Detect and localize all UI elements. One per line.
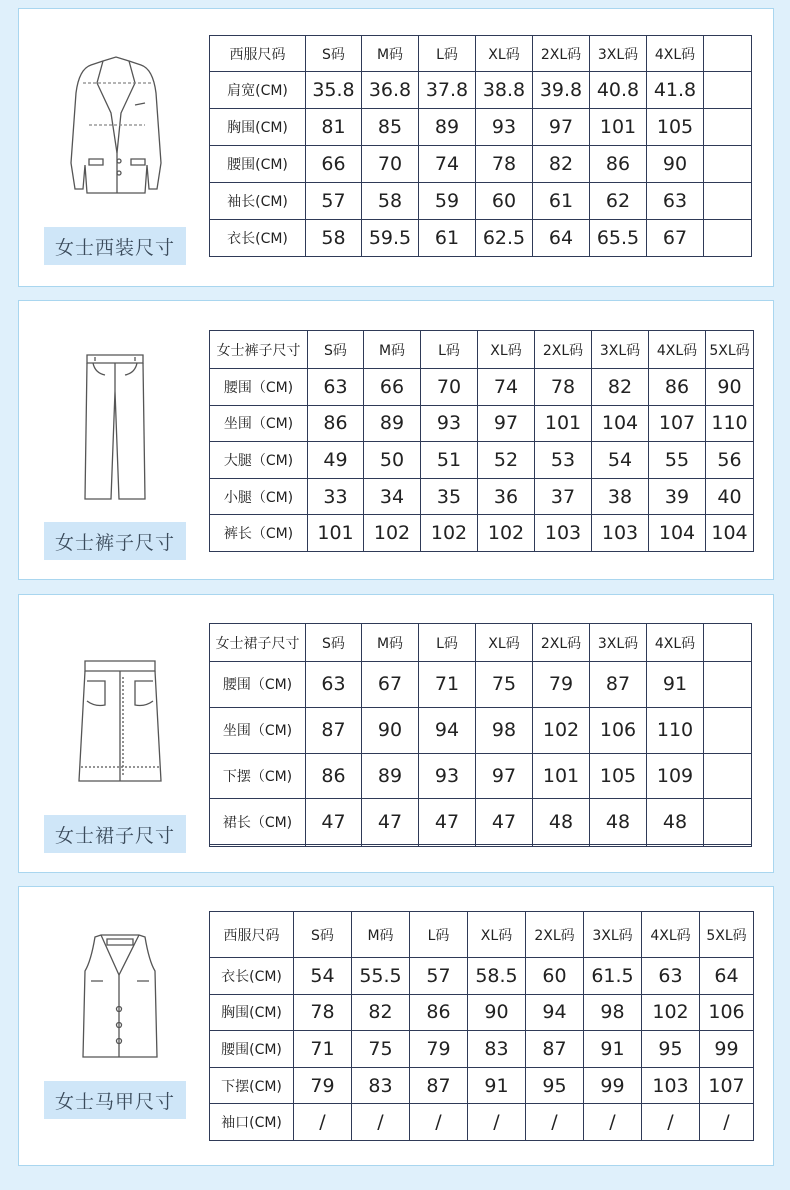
value-cell: 90 xyxy=(362,707,419,753)
value-cell: 86 xyxy=(649,369,706,406)
value-cell: / xyxy=(526,1104,584,1141)
table-row xyxy=(210,845,752,847)
suit-caption: 女士西装尺寸 xyxy=(44,227,186,265)
value-cell: 87 xyxy=(590,662,647,708)
skirt-size-table xyxy=(209,623,752,847)
value-cell: 95 xyxy=(642,1031,700,1068)
value-cell: 89 xyxy=(419,109,476,146)
value-cell: 82 xyxy=(533,146,590,183)
value-cell: 51 xyxy=(421,442,478,479)
value-cell: 54 xyxy=(592,442,649,479)
value-cell: 48 xyxy=(590,799,647,845)
value-cell: 75 xyxy=(352,1031,410,1068)
value-cell: 94 xyxy=(419,707,476,753)
value-cell xyxy=(704,662,752,708)
pants-section xyxy=(18,300,774,580)
value-cell: 79 xyxy=(533,662,590,708)
value-cell: 70 xyxy=(421,369,478,406)
header-cell: XL码 xyxy=(478,331,535,369)
value-cell: 104 xyxy=(649,515,706,552)
value-cell: / xyxy=(468,1104,526,1141)
value-cell: 60 xyxy=(526,958,584,995)
value-cell: 63 xyxy=(647,183,704,220)
value-cell: 89 xyxy=(364,405,421,442)
row-label: 肩宽(CM) xyxy=(210,72,306,109)
value-cell: 102 xyxy=(421,515,478,552)
header-cell: S码 xyxy=(308,331,364,369)
table-row xyxy=(210,1031,754,1068)
value-cell: 90 xyxy=(468,994,526,1031)
value-cell: 41.8 xyxy=(647,72,704,109)
row-label: 裙长（CM) xyxy=(210,799,306,845)
value-cell: 67 xyxy=(647,220,704,257)
value-cell: 56 xyxy=(706,442,754,479)
header-cell: 5XL码 xyxy=(706,331,754,369)
row-label: 衣长(CM) xyxy=(210,958,294,995)
value-cell: 62.5 xyxy=(476,220,533,257)
value-cell xyxy=(476,845,533,847)
value-cell: 91 xyxy=(647,662,704,708)
pants-illustration xyxy=(81,351,151,503)
value-cell xyxy=(362,845,419,847)
value-cell: 87 xyxy=(306,707,362,753)
value-cell: 81 xyxy=(306,109,362,146)
value-cell: 36.8 xyxy=(362,72,419,109)
vest-size-table xyxy=(209,911,754,1141)
value-cell: 55 xyxy=(649,442,706,479)
value-cell: 98 xyxy=(584,994,642,1031)
value-cell: / xyxy=(584,1104,642,1141)
table-row xyxy=(210,442,754,479)
table-row xyxy=(210,958,754,995)
header-cell: 西服尺码 xyxy=(210,36,306,72)
value-cell: 38 xyxy=(592,478,649,515)
value-cell: 48 xyxy=(647,799,704,845)
table-row xyxy=(210,662,752,708)
value-cell: 55.5 xyxy=(352,958,410,995)
table-header-row xyxy=(210,912,754,958)
header-cell: 2XL码 xyxy=(526,912,584,958)
table-row xyxy=(210,515,754,552)
value-cell: 91 xyxy=(468,1067,526,1104)
value-cell: 59 xyxy=(419,183,476,220)
value-cell: 97 xyxy=(533,109,590,146)
value-cell: 103 xyxy=(642,1067,700,1104)
value-cell: 61 xyxy=(533,183,590,220)
value-cell: / xyxy=(410,1104,468,1141)
value-cell: 62 xyxy=(590,183,647,220)
header-cell: XL码 xyxy=(468,912,526,958)
table-row xyxy=(210,220,752,257)
value-cell: 101 xyxy=(308,515,364,552)
value-cell: 89 xyxy=(362,753,419,799)
header-cell: 3XL码 xyxy=(592,331,649,369)
suit-size-table xyxy=(209,35,752,257)
header-cell: S码 xyxy=(306,36,362,72)
value-cell: 35 xyxy=(421,478,478,515)
value-cell: 83 xyxy=(352,1067,410,1104)
value-cell: 38.8 xyxy=(476,72,533,109)
value-cell: 34 xyxy=(364,478,421,515)
row-label: 腰围（CM) xyxy=(210,662,306,708)
value-cell: 109 xyxy=(647,753,704,799)
value-cell: 82 xyxy=(352,994,410,1031)
value-cell: 86 xyxy=(308,405,364,442)
value-cell xyxy=(704,220,752,257)
value-cell: 85 xyxy=(362,109,419,146)
value-cell: / xyxy=(294,1104,352,1141)
value-cell: 97 xyxy=(478,405,535,442)
table-row xyxy=(210,1104,754,1141)
value-cell: 60 xyxy=(476,183,533,220)
row-label: 腰围(CM) xyxy=(210,1031,294,1068)
table-row xyxy=(210,109,752,146)
value-cell: 101 xyxy=(535,405,592,442)
table-row xyxy=(210,1067,754,1104)
value-cell xyxy=(647,845,704,847)
row-label: 腰围（CM) xyxy=(210,369,308,406)
value-cell: 54 xyxy=(294,958,352,995)
value-cell: 75 xyxy=(476,662,533,708)
vest-caption: 女士马甲尺寸 xyxy=(44,1081,186,1119)
table-header-row xyxy=(210,331,754,369)
header-cell: 2XL码 xyxy=(533,36,590,72)
value-cell xyxy=(704,146,752,183)
value-cell: 39.8 xyxy=(533,72,590,109)
value-cell: 52 xyxy=(478,442,535,479)
value-cell: 59.5 xyxy=(362,220,419,257)
table-row xyxy=(210,753,752,799)
value-cell: 63 xyxy=(308,369,364,406)
table-header-row xyxy=(210,624,752,662)
value-cell xyxy=(533,845,590,847)
header-cell: 4XL码 xyxy=(649,331,706,369)
header-cell: L码 xyxy=(419,624,476,662)
value-cell: 74 xyxy=(478,369,535,406)
skirt-caption: 女士裙子尺寸 xyxy=(44,815,186,853)
value-cell: 86 xyxy=(410,994,468,1031)
value-cell: 79 xyxy=(294,1067,352,1104)
value-cell: 102 xyxy=(478,515,535,552)
header-cell: L码 xyxy=(410,912,468,958)
value-cell: 70 xyxy=(362,146,419,183)
value-cell xyxy=(704,72,752,109)
value-cell: 103 xyxy=(592,515,649,552)
value-cell: 36 xyxy=(478,478,535,515)
value-cell xyxy=(704,845,752,847)
value-cell: 40.8 xyxy=(590,72,647,109)
row-label: 坐围（CM) xyxy=(210,707,306,753)
value-cell: 101 xyxy=(590,109,647,146)
row-label: 裤长（CM) xyxy=(210,515,308,552)
value-cell: / xyxy=(700,1104,754,1141)
value-cell: 102 xyxy=(642,994,700,1031)
value-cell: 33 xyxy=(308,478,364,515)
value-cell: 101 xyxy=(533,753,590,799)
header-cell: M码 xyxy=(362,36,419,72)
value-cell xyxy=(306,845,362,847)
value-cell: 78 xyxy=(535,369,592,406)
value-cell: 64 xyxy=(533,220,590,257)
header-cell: 西服尺码 xyxy=(210,912,294,958)
table-row xyxy=(210,72,752,109)
value-cell xyxy=(704,799,752,845)
value-cell: 102 xyxy=(533,707,590,753)
value-cell: 93 xyxy=(476,109,533,146)
header-cell: XL码 xyxy=(476,36,533,72)
value-cell xyxy=(704,183,752,220)
pants-caption: 女士裤子尺寸 xyxy=(44,522,186,560)
header-cell: 4XL码 xyxy=(642,912,700,958)
value-cell: 90 xyxy=(647,146,704,183)
value-cell: 86 xyxy=(306,753,362,799)
table-row xyxy=(210,183,752,220)
header-cell: 2XL码 xyxy=(533,624,590,662)
header-cell: M码 xyxy=(362,624,419,662)
pants-size-table xyxy=(209,330,754,552)
value-cell: 58 xyxy=(306,220,362,257)
value-cell: 61 xyxy=(419,220,476,257)
value-cell: 63 xyxy=(306,662,362,708)
header-cell: M码 xyxy=(364,331,421,369)
suit-section xyxy=(18,8,774,287)
value-cell: 66 xyxy=(306,146,362,183)
value-cell: 110 xyxy=(706,405,754,442)
row-label: 小腿（CM) xyxy=(210,478,308,515)
table-row xyxy=(210,405,754,442)
row-label: 下摆(CM) xyxy=(210,1067,294,1104)
header-cell: 3XL码 xyxy=(590,624,647,662)
table-row xyxy=(210,994,754,1031)
value-cell: / xyxy=(352,1104,410,1141)
value-cell: 105 xyxy=(590,753,647,799)
header-cell: 3XL码 xyxy=(590,36,647,72)
value-cell xyxy=(704,753,752,799)
row-label: 胸围(CM) xyxy=(210,994,294,1031)
row-label: 下摆（CM) xyxy=(210,753,306,799)
value-cell: 91 xyxy=(584,1031,642,1068)
value-cell: 47 xyxy=(362,799,419,845)
value-cell: 47 xyxy=(476,799,533,845)
value-cell: 110 xyxy=(647,707,704,753)
row-label: 胸围(CM) xyxy=(210,109,306,146)
value-cell: 94 xyxy=(526,994,584,1031)
value-cell: 49 xyxy=(308,442,364,479)
value-cell: 107 xyxy=(649,405,706,442)
header-cell: 2XL码 xyxy=(535,331,592,369)
value-cell: 106 xyxy=(590,707,647,753)
table-header-row xyxy=(210,36,752,72)
header-cell: L码 xyxy=(421,331,478,369)
value-cell xyxy=(590,845,647,847)
value-cell: 82 xyxy=(592,369,649,406)
skirt-illustration xyxy=(75,657,165,787)
value-cell: 63 xyxy=(642,958,700,995)
value-cell: 104 xyxy=(592,405,649,442)
value-cell: 57 xyxy=(306,183,362,220)
value-cell: 74 xyxy=(419,146,476,183)
value-cell xyxy=(419,845,476,847)
value-cell: 97 xyxy=(476,753,533,799)
row-label: 袖口(CM) xyxy=(210,1104,294,1141)
value-cell: 99 xyxy=(584,1067,642,1104)
header-cell: 5XL码 xyxy=(700,912,754,958)
vest-illustration xyxy=(79,931,161,1063)
value-cell: / xyxy=(642,1104,700,1141)
value-cell: 71 xyxy=(419,662,476,708)
value-cell: 47 xyxy=(306,799,362,845)
row-label: 坐围（CM) xyxy=(210,405,308,442)
value-cell: 67 xyxy=(362,662,419,708)
value-cell: 93 xyxy=(419,753,476,799)
row-label: 衣长(CM) xyxy=(210,220,306,257)
value-cell: 87 xyxy=(410,1067,468,1104)
value-cell: 64 xyxy=(700,958,754,995)
header-cell: M码 xyxy=(352,912,410,958)
header-cell: L码 xyxy=(419,36,476,72)
value-cell: 37.8 xyxy=(419,72,476,109)
value-cell: 78 xyxy=(476,146,533,183)
header-cell: S码 xyxy=(306,624,362,662)
row-label: 大腿（CM) xyxy=(210,442,308,479)
value-cell: 40 xyxy=(706,478,754,515)
value-cell: 79 xyxy=(410,1031,468,1068)
value-cell: 106 xyxy=(700,994,754,1031)
value-cell: 65.5 xyxy=(590,220,647,257)
value-cell: 37 xyxy=(535,478,592,515)
value-cell: 107 xyxy=(700,1067,754,1104)
value-cell: 90 xyxy=(706,369,754,406)
suit-jacket-illustration xyxy=(61,53,171,203)
value-cell: 61.5 xyxy=(584,958,642,995)
value-cell: 99 xyxy=(700,1031,754,1068)
value-cell: 53 xyxy=(535,442,592,479)
value-cell: 105 xyxy=(647,109,704,146)
value-cell: 50 xyxy=(364,442,421,479)
value-cell: 103 xyxy=(535,515,592,552)
value-cell: 78 xyxy=(294,994,352,1031)
value-cell: 48 xyxy=(533,799,590,845)
value-cell: 66 xyxy=(364,369,421,406)
vest-section xyxy=(18,886,774,1166)
value-cell: 93 xyxy=(421,405,478,442)
header-cell: 女士裙子尺寸 xyxy=(210,624,306,662)
value-cell: 87 xyxy=(526,1031,584,1068)
table-row xyxy=(210,478,754,515)
value-cell: 98 xyxy=(476,707,533,753)
value-cell: 95 xyxy=(526,1067,584,1104)
value-cell: 47 xyxy=(419,799,476,845)
value-cell xyxy=(704,707,752,753)
row-label: 袖长(CM) xyxy=(210,183,306,220)
value-cell: 83 xyxy=(468,1031,526,1068)
value-cell xyxy=(704,109,752,146)
table-row xyxy=(210,369,754,406)
value-cell: 57 xyxy=(410,958,468,995)
value-cell: 102 xyxy=(364,515,421,552)
value-cell: 71 xyxy=(294,1031,352,1068)
header-cell: 女士裤子尺寸 xyxy=(210,331,308,369)
header-cell xyxy=(704,624,752,662)
header-cell: XL码 xyxy=(476,624,533,662)
row-label: 腰围(CM) xyxy=(210,146,306,183)
header-cell: S码 xyxy=(294,912,352,958)
header-cell xyxy=(704,36,752,72)
table-row xyxy=(210,146,752,183)
value-cell: 104 xyxy=(706,515,754,552)
value-cell: 39 xyxy=(649,478,706,515)
table-row xyxy=(210,799,752,845)
value-cell: 58.5 xyxy=(468,958,526,995)
row-label xyxy=(210,845,306,847)
value-cell: 58 xyxy=(362,183,419,220)
header-cell: 4XL码 xyxy=(647,624,704,662)
table-row xyxy=(210,707,752,753)
skirt-section xyxy=(18,594,774,873)
value-cell: 35.8 xyxy=(306,72,362,109)
header-cell: 4XL码 xyxy=(647,36,704,72)
value-cell: 86 xyxy=(590,146,647,183)
header-cell: 3XL码 xyxy=(584,912,642,958)
